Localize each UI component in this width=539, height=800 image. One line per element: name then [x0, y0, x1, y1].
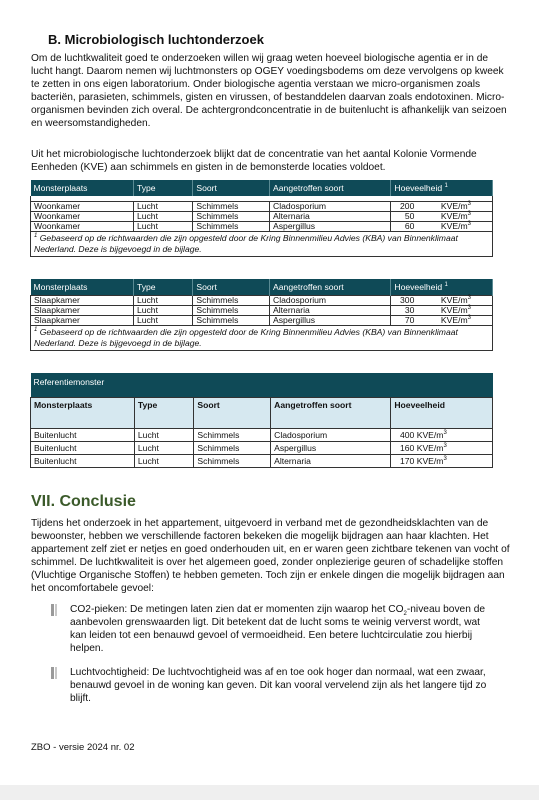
table-row — [31, 306, 493, 316]
header-type: Type — [134, 398, 193, 429]
table-row — [31, 212, 493, 222]
result-paragraph: Uit het microbiologische luchtonderzoek blijkt dat de concentratie van het aantal Kolonie Vormende Eenheden (KVE) aan schimmels en gisten in de bemonsterde locaties voldoet. — [31, 149, 477, 173]
header-hoeveelheid: Hoeveelheid — [391, 398, 493, 429]
cell-aangetroffen: Aspergillus — [271, 442, 391, 455]
cell-plaats: Woonkamer — [31, 202, 134, 212]
woonkamer-table — [30, 180, 493, 257]
cell-plaats: Woonkamer — [31, 212, 134, 222]
header-hoeveelheid: Hoeveelheid $^1$ — [391, 180, 493, 196]
cell-plaats: Slaapkamer — [31, 316, 134, 326]
cell-type: Lucht — [134, 429, 193, 442]
page-bottom-strip — [0, 785, 539, 800]
cell-aangetroffen: Cladosporium — [270, 296, 391, 306]
cell-hoeveelheid: 30 KVE/$m^3$ — [391, 306, 493, 316]
header-aangetroffen: Aangetroffen soort — [271, 398, 391, 429]
header-type: Type — [133, 279, 192, 296]
cell-type: Lucht — [134, 455, 193, 468]
cell-plaats: Slaapkamer — [31, 306, 134, 316]
cell-hoeveelheid: 200 KVE/$m^3$ — [391, 202, 493, 212]
cell-hoeveelheid: 70 KVE/$m^3$ — [391, 316, 493, 326]
cell-hoeveelheid: 60 KVE/$m^3$ — [391, 222, 493, 232]
cell-type: Lucht — [133, 316, 192, 326]
table-row — [31, 316, 493, 326]
cell-plaats: Buitenlucht — [31, 455, 135, 468]
bullet-icon — [51, 667, 65, 681]
cell-soort: Schimmels — [193, 316, 270, 326]
cell-hoeveelheid: 50 KVE/$m^3$ — [391, 212, 493, 222]
bullet-co2: CO2-pieken: De metingen laten zien dat er momenten zijn waarop het $CO_2$-niveau boven de aanbevolen grenswaarden ligt. Dit betekent dat de lucht soms te weinig ververst wordt, wat kan leiden tot een benauwd gevoel of vermoeidheid. Een betere luchtcirculatie zou hierbij helpen. — [70, 604, 486, 654]
header-aangetroffen: Aangetroffen soort — [270, 180, 391, 196]
referentie-title: Referentiemonster — [31, 373, 493, 398]
table-row — [31, 202, 493, 212]
cell-type: Lucht — [133, 212, 192, 222]
header-monsterplaats: Monsterplaats — [31, 398, 135, 429]
cell-type: Lucht — [134, 442, 193, 455]
table-row — [31, 455, 493, 468]
header-soort: Soort — [193, 279, 270, 296]
cell-type: Lucht — [133, 296, 192, 306]
bullet-luchtvochtigheid: Luchtvochtigheid: De luchtvochtigheid was af en toe ook hoger dan normaal, wat een zwaar, benauwd gevoel in de woning kan geven. Dit kan vooral vervelend zijn als het langere tijd zo blijft. — [70, 667, 487, 704]
cell-soort: Schimmels — [193, 212, 270, 222]
header-aangetroffen: Aangetroffen soort — [270, 279, 391, 296]
cell-aangetroffen: Alternaria — [270, 212, 391, 222]
cell-aangetroffen: Aspergillus — [270, 316, 391, 326]
cell-aangetroffen: Cladosporium — [270, 202, 391, 212]
cell-hoeveelheid: 400 KVE/$m^3$ — [391, 429, 493, 442]
conclusie-heading: VII. Conclusie — [31, 493, 136, 510]
header-monsterplaats: Monsterplaats — [31, 180, 134, 196]
header-soort: Soort — [194, 398, 271, 429]
cell-aangetroffen: Aspergillus — [270, 222, 391, 232]
cell-soort: Schimmels — [193, 202, 270, 212]
page-footer: ZBO - versie 2024 nr. 02 — [31, 742, 135, 753]
table-row — [31, 222, 493, 232]
slaapkamer-table — [30, 279, 493, 351]
header-soort: Soort — [193, 180, 270, 196]
bullet-icon — [51, 604, 65, 618]
table-footnote: $^1$ Gebaseerd op de richtwaarden die zijn opgesteld door de Kring Binnenmilieu Advies (KBA) van Binnenklimaat Nederland. Deze is bijgevoegd in de bijlage. — [31, 326, 493, 351]
cell-soort: Schimmels — [194, 429, 271, 442]
cell-aangetroffen: Cladosporium — [271, 429, 391, 442]
cell-plaats: Buitenlucht — [31, 429, 135, 442]
cell-type: Lucht — [133, 222, 192, 232]
cell-plaats: Woonkamer — [31, 222, 134, 232]
conclusie-paragraph: Tijdens het onderzoek in het appartement, uitgevoerd in verband met de gezondheidsklachten van de bewoonster, hebben we verschillende factoren bekeken die mogelijk bijdragen aan haar klachten. Het appartement zelf ziet er netjes en goed onderhouden uit, en er waren geen zichtbare tekenen van vocht of schimmel. De luchtkwaliteit is over het algemeen goed, zonder onplezierige geuren of schadelijke stoffen (Vluchtige Organische Stoffen) te hebben gemeten. Toch zijn er enkele dingen die mogelijk bijdragen aan het oncomfortabele gevoel: — [31, 518, 510, 594]
cell-type: Lucht — [133, 306, 192, 316]
table-row — [31, 429, 493, 442]
cell-plaats: Slaapkamer — [31, 296, 134, 306]
section-b-heading: B. Microbiologisch luchtonderzoek — [48, 32, 264, 47]
header-type: Type — [133, 180, 192, 196]
cell-soort: Schimmels — [193, 222, 270, 232]
cell-soort: Schimmels — [194, 442, 271, 455]
cell-hoeveelheid: 170 KVE/$m^3$ — [391, 455, 493, 468]
cell-soort: Schimmels — [194, 455, 271, 468]
cell-type: Lucht — [133, 202, 192, 212]
cell-aangetroffen: Alternaria — [271, 455, 391, 468]
cell-soort: Schimmels — [193, 296, 270, 306]
header-hoeveelheid: Hoeveelheid $^1$ — [391, 279, 493, 296]
referentie-table — [30, 373, 493, 468]
header-monsterplaats: Monsterplaats — [31, 279, 134, 296]
cell-aangetroffen: Alternaria — [270, 306, 391, 316]
cell-plaats: Buitenlucht — [31, 442, 135, 455]
intro-paragraph: Om de luchtkwaliteit goed te onderzoeken willen wij graag weten hoeveel biologische agentia er in de lucht hangt. Daarom nemen wij luchtmonsters op OGEY voedingsbodems om deze vervolgens op kweek te zetten in ons eigen laboratorium. Onder biologische agentia verstaan we micro-organismen zoals bacteriën, parasieten, schimmels, gisten en virussen, of bestanddelen daarvan zoals endotoxinen. Micro-organismen bevinden zich overal. De achtergrondconcentratie in de buitenlucht is afhankelijk van seizoen en weersomstandigheden. — [31, 53, 507, 129]
cell-hoeveelheid: 160 KVE/$m^3$ — [391, 442, 493, 455]
cell-soort: Schimmels — [193, 306, 270, 316]
table-row — [31, 442, 493, 455]
table-footnote: $^1$ Gebaseerd op de richtwaarden die zijn opgesteld door de Kring Binnenmilieu Advies (KBA) van Binnenklimaat Nederland. Deze is bijgevoegd in de bijlage. — [31, 232, 493, 257]
cell-hoeveelheid: 300 KVE/$m^3$ — [391, 296, 493, 306]
table-row — [31, 296, 493, 306]
